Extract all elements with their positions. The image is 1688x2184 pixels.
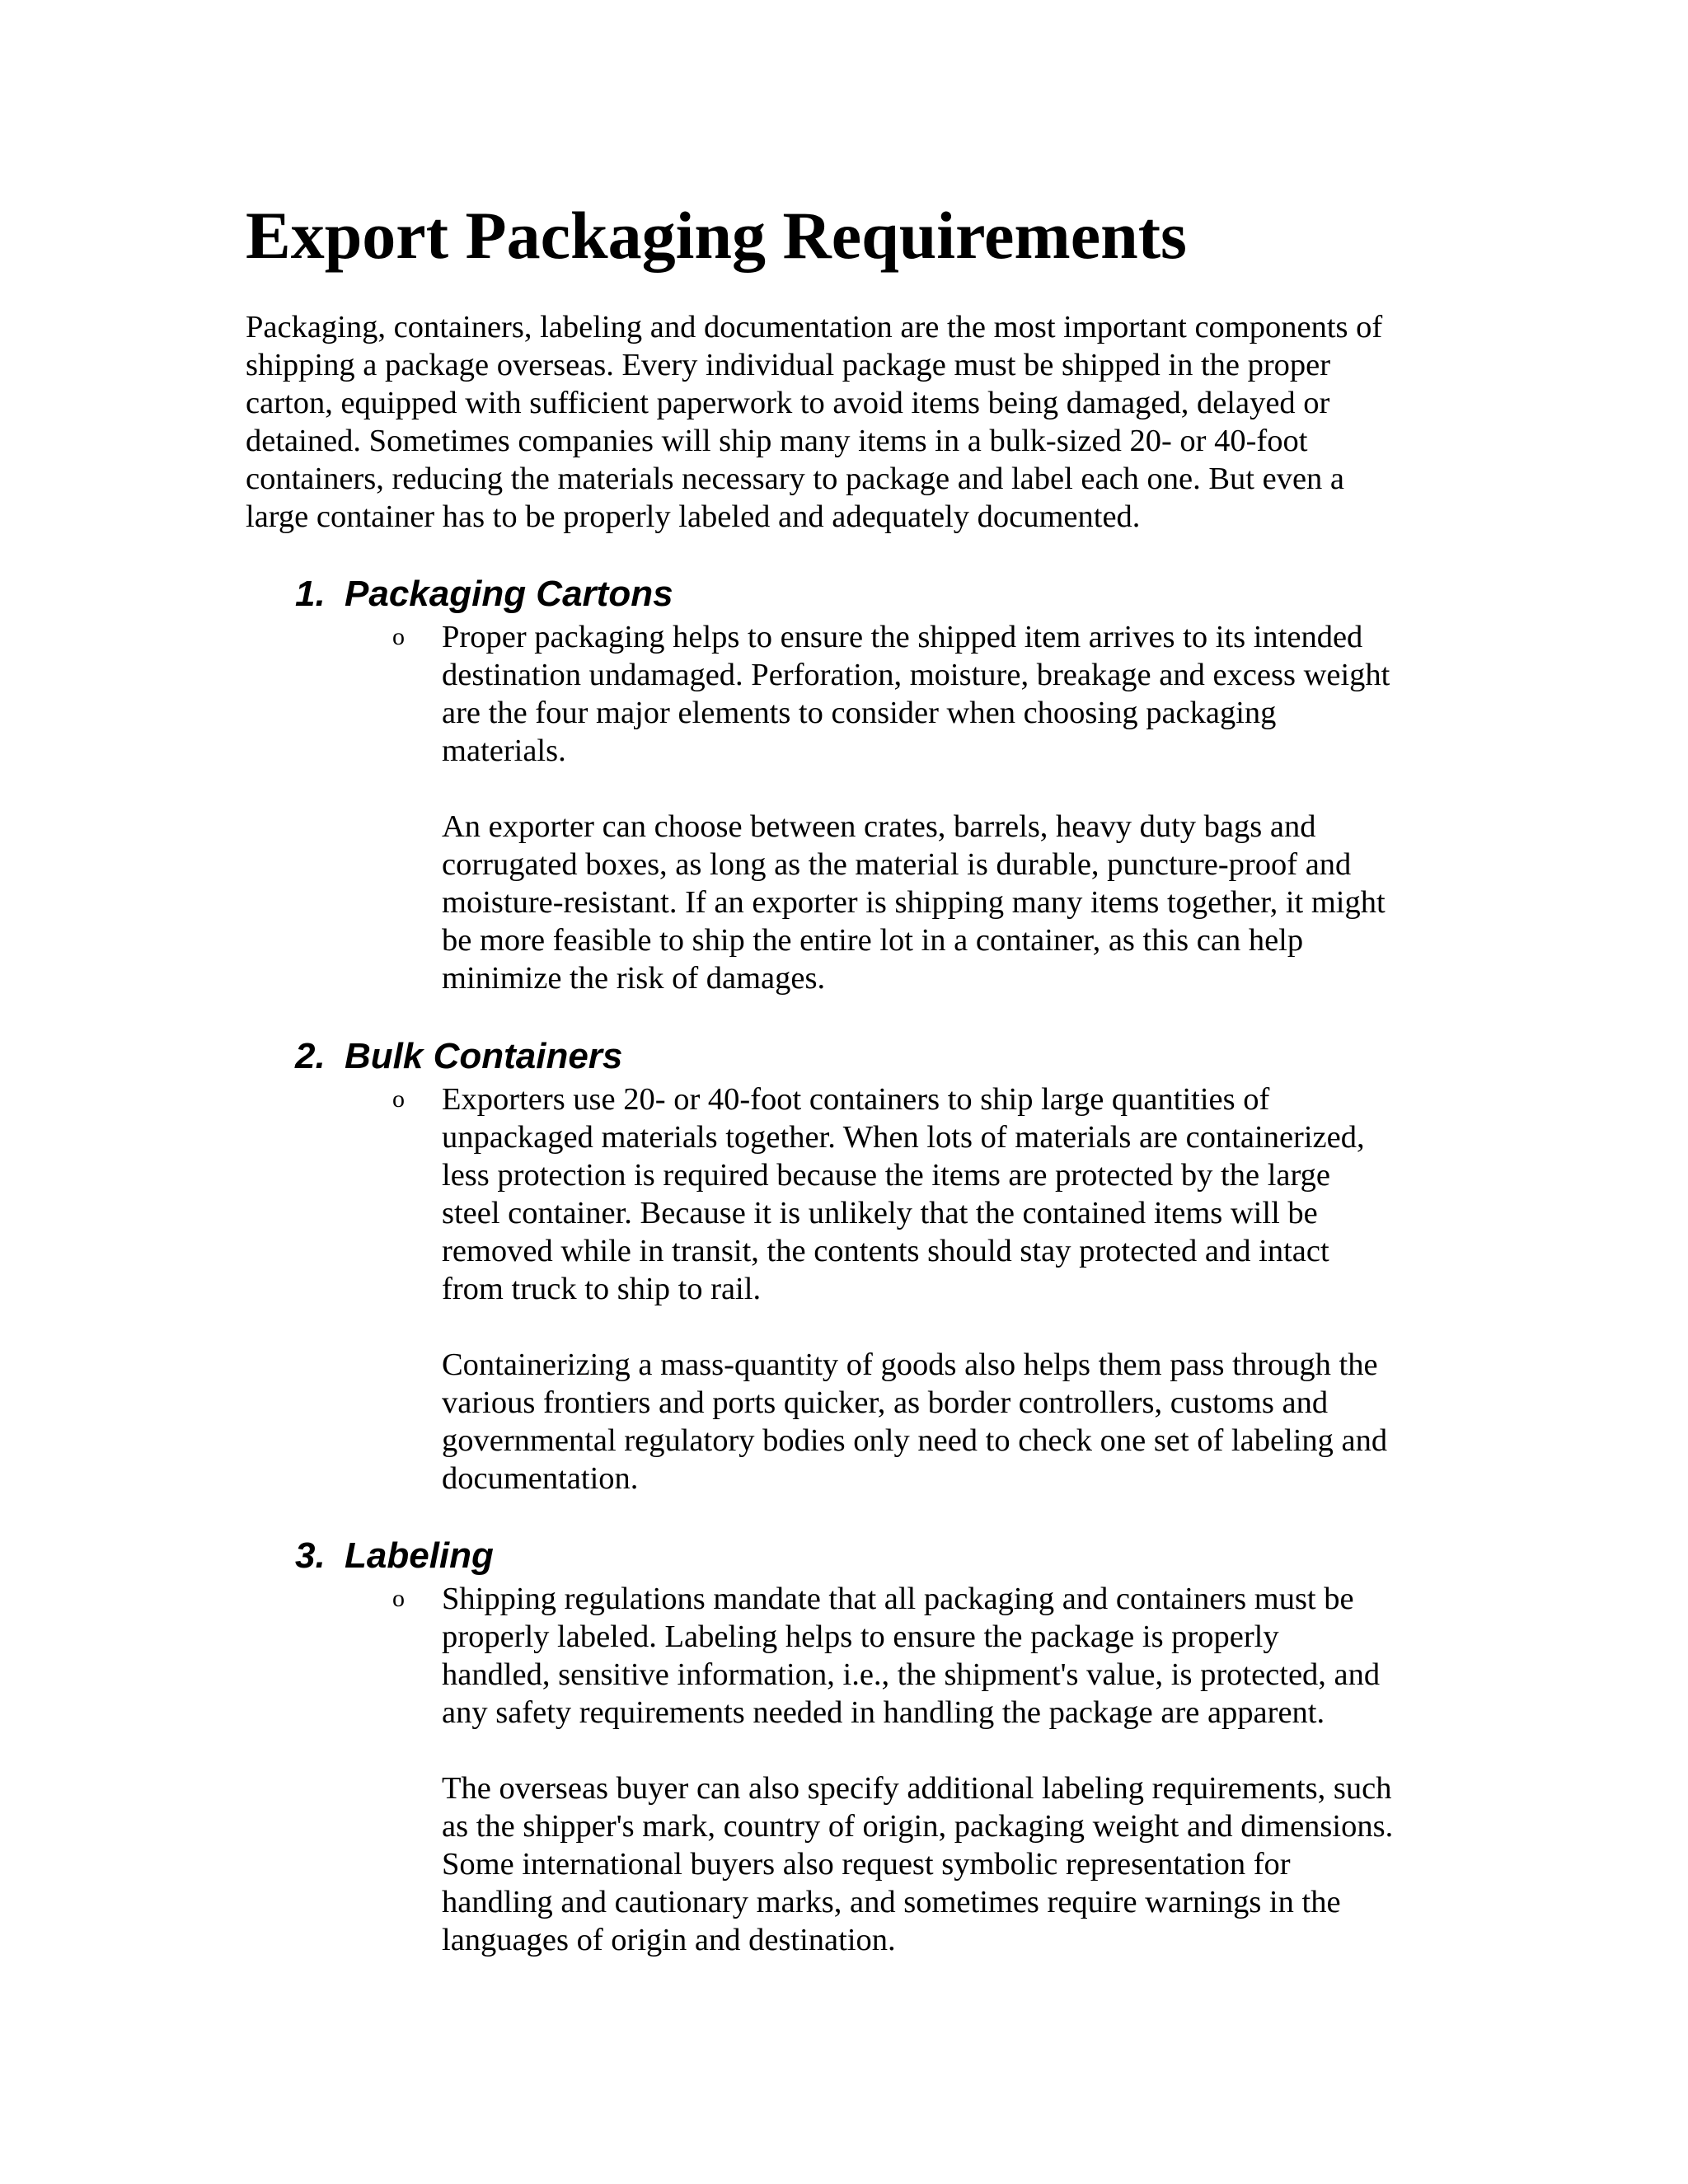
- text-line: languages of origin and destination.: [442, 1923, 896, 1957]
- text-line: unpackaged materials together. When lots of materials are containerized,: [442, 1120, 1365, 1155]
- text-line: large container has to be properly labeled and adequately documented.: [246, 499, 1141, 534]
- text-line: The overseas buyer can also specify additional labeling requirements, such: [442, 1771, 1392, 1806]
- section-number: 1.: [295, 574, 326, 614]
- body-paragraph: [442, 1346, 1480, 1497]
- text-line: any safety requirements needed in handling the package are apparent.: [442, 1695, 1325, 1730]
- text-line: Shipping regulations mandate that all packaging and containers must be: [442, 1582, 1354, 1616]
- intro-paragraph: [246, 308, 1465, 536]
- text-line: handling and cautionary marks, and sometimes require warnings in the: [442, 1885, 1341, 1919]
- text-line: be more feasible to ship the entire lot in a container, as this can help: [442, 923, 1304, 958]
- text-line: Some international buyers also request symbolic representation for: [442, 1847, 1291, 1882]
- text-line: governmental regulatory bodies only need to check one set of labeling and: [442, 1423, 1388, 1458]
- text-line: steel container. Because it is unlikely that the contained items will be: [442, 1196, 1318, 1230]
- body-paragraph: [442, 1080, 1480, 1308]
- text-line: Packaging, containers, labeling and documentation are the most important components of: [246, 310, 1383, 344]
- text-line: containers, reducing the materials necessary to package and label each one. But even a: [246, 462, 1345, 496]
- text-line: moisture-resistant. If an exporter is shipping many items together, it might: [442, 885, 1386, 920]
- text-line: as the shipper's mark, country of origin, packaging weight and dimensions.: [442, 1809, 1394, 1844]
- body-paragraph: [442, 808, 1480, 997]
- page-title: Export Packaging Requirements: [246, 198, 1187, 273]
- section-heading-text: Labeling: [345, 1535, 494, 1576]
- bullet-marker: o: [392, 623, 405, 650]
- text-line: Exporters use 20- or 40-foot containers to ship large quantities of: [442, 1082, 1270, 1117]
- text-line: documentation.: [442, 1461, 639, 1496]
- text-line: minimize the risk of damages.: [442, 961, 826, 996]
- text-line: carton, equipped with sufficient paperwork to avoid items being damaged, delayed or: [246, 386, 1330, 420]
- section-heading: [295, 1534, 494, 1578]
- section-heading-text: Packaging Cartons: [345, 574, 673, 614]
- section-number: 3.: [295, 1535, 326, 1576]
- body-paragraph: [442, 1769, 1480, 1959]
- body-paragraph: [442, 1580, 1480, 1732]
- text-line: various frontiers and ports quicker, as border controllers, customs and: [442, 1385, 1329, 1420]
- text-line: shipping a package overseas. Every individual package must be shipped in the proper: [246, 348, 1331, 382]
- bullet-marker: o: [392, 1085, 405, 1113]
- text-line: materials.: [442, 733, 566, 768]
- section-heading: [295, 572, 673, 616]
- text-line: destination undamaged. Perforation, moisture, breakage and excess weight: [442, 658, 1390, 692]
- section-heading-text: Bulk Containers: [345, 1036, 623, 1076]
- text-line: handled, sensitive information, i.e., the shipment's value, is protected, and: [442, 1657, 1381, 1692]
- text-line: corrugated boxes, as long as the material is durable, puncture-proof and: [442, 847, 1352, 882]
- bullet-marker: o: [392, 1585, 405, 1612]
- text-line: An exporter can choose between crates, barrels, heavy duty bags and: [442, 809, 1316, 844]
- text-line: less protection is required because the items are protected by the large: [442, 1158, 1330, 1193]
- body-paragraph: [442, 618, 1480, 770]
- section-heading: [295, 1034, 622, 1079]
- text-line: detained. Sometimes companies will ship many items in a bulk-sized 20- or 40-foot: [246, 424, 1308, 458]
- text-line: removed while in transit, the contents should stay protected and intact: [442, 1234, 1329, 1268]
- text-line: Containerizing a mass-quantity of goods also helps them pass through the: [442, 1347, 1378, 1382]
- text-line: Proper packaging helps to ensure the shipped item arrives to its intended: [442, 620, 1363, 654]
- text-line: are the four major elements to consider when choosing packaging: [442, 696, 1277, 730]
- section-number: 2.: [295, 1036, 326, 1076]
- text-line: properly labeled. Labeling helps to ensure the package is properly: [442, 1619, 1279, 1654]
- text-line: from truck to ship to rail.: [442, 1272, 762, 1306]
